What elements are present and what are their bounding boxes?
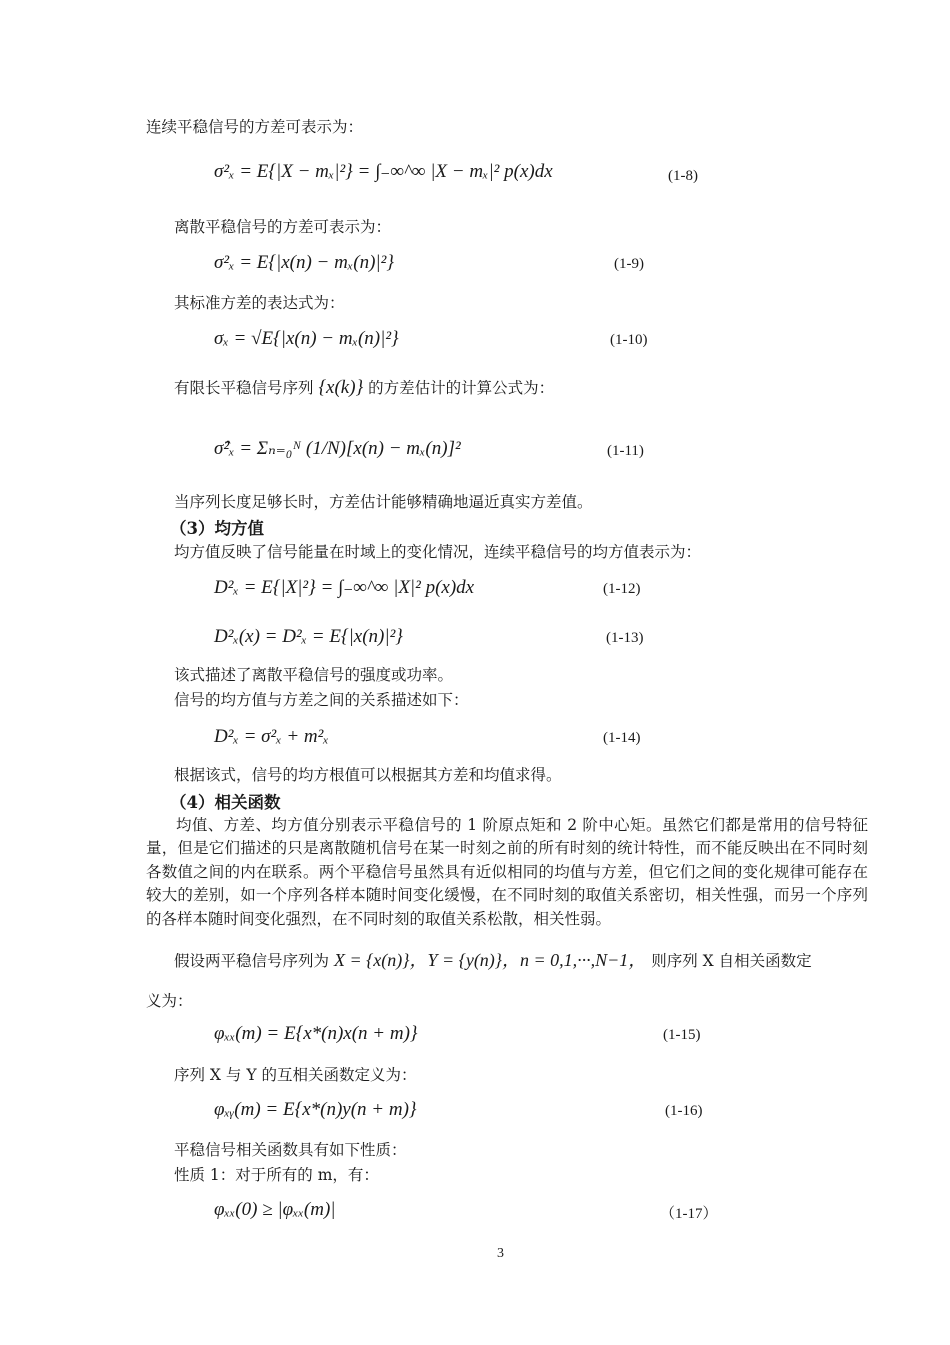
equation-1-15: φₓₓ(m) = E{x*(n)x(n + m)}: [214, 1023, 418, 1044]
equation-number-1-11: (1-11): [607, 443, 644, 459]
text-line-power: 该式描述了离散平稳信号的强度或功率。: [174, 666, 454, 684]
text-line-definition: 义为：: [146, 992, 193, 1010]
equation-1-10: σₓ = √E{|x(n) − mₓ(n)|²}: [214, 328, 399, 349]
text-line-std-deviation: 其标准方差的表达式为：: [174, 294, 345, 312]
section-heading-mean-square: （3）均方值: [170, 519, 264, 538]
text-line-finite-sequence: [174, 378, 554, 398]
text-span: 的方差估计的计算公式为：: [368, 379, 555, 397]
equation-1-9: σ²ₓ = E{|x(n) − mₓ(n)|²}: [214, 252, 394, 273]
equation-number-1-12: (1-12): [603, 581, 641, 597]
text-span: 则序列 X 自相关函数定: [651, 952, 812, 970]
text-line-properties: 平稳信号相关函数具有如下性质：: [174, 1141, 407, 1159]
inline-math: X = {x(n)}，Y = {y(n)}，n = 0,1,···,N−1，: [333, 950, 647, 970]
equation-1-8: σ²ₓ = E{|X − mₓ|²} = ∫₋∞^∞ |X − mₓ|² p(x)dx: [214, 161, 553, 182]
text-line-discrete-variance: 离散平稳信号的方差可表示为：: [174, 218, 392, 236]
text-line-assumption: [174, 950, 812, 971]
equation-number-1-8: (1-8): [668, 168, 698, 184]
text-line-mean-square-intro: 均方值反映了信号能量在时域上的变化情况，连续平稳信号的均方值表示为：: [174, 543, 702, 561]
equation-1-16: φₓᵧ(m) = E{x*(n)y(n + m)}: [214, 1099, 417, 1120]
equation-number-1-15: (1-15): [663, 1027, 701, 1043]
section-heading-correlation: （4）相关函数: [170, 793, 281, 812]
equation-number-1-9: (1-9): [614, 256, 644, 272]
text-line-estimate: 当序列长度足够长时，方差估计能够精确地逼近真实方差值。: [174, 493, 593, 511]
equation-1-12: D²ₓ = E{|X|²} = ∫₋∞^∞ |X|² p(x)dx: [214, 577, 475, 598]
equation-1-17: φₓₓ(0) ≥ |φₓₓ(m)|: [214, 1199, 336, 1220]
text-line-relation: 信号的均方值与方差之间的关系描述如下：: [174, 691, 469, 709]
equation-1-11: σ̂²ₓ = Σₙ₌₀ᴺ (1/N)[x(n) − mₓ(n)]²: [214, 438, 461, 459]
text-line-continuous-variance: 连续平稳信号的方差可表示为：: [146, 118, 364, 136]
text-line-rms: 根据该式，信号的均方根值可以根据其方差和均值求得。: [174, 766, 562, 784]
equation-1-13: D²ₓ(x) = D²ₓ = E{|x(n)|²}: [214, 626, 403, 647]
equation-number-1-17: （1-17）: [660, 1206, 718, 1222]
equation-number-1-14: (1-14): [603, 730, 641, 746]
text-span: 有限长平稳信号序列: [174, 379, 314, 397]
text-span: 假设两平稳信号序列为: [174, 952, 330, 970]
equation-number-1-10: (1-10): [610, 332, 648, 348]
inline-math: {x(k)}: [318, 377, 364, 398]
text-line-cross-correlation: 序列 X 与 Y 的互相关函数定义为：: [174, 1066, 417, 1084]
page-number: 3: [497, 1246, 504, 1261]
text-line-property-1: 性质 1：对于所有的 m，有：: [174, 1166, 379, 1184]
paragraph-correlation-intro: 均值、方差、均方值分别表示平稳信号的 1 阶原点矩和 2 阶中心矩。虽然它们都是常用的信号特征量，但是它们描述的只是离散随机信号在某一时刻之前的所有时刻的统计特性，而不能反映出在不同时刻各数值之间的内在联系。两个平稳信号虽然具有近似相同的均值与方差，但它们之间的变化规律可能存在较大的差别，如一个序列各样本随时间变化缓慢，在不同时刻的取值关系密切，相关性强，而另一个序列的各样本随时间变化强烈，在不同时刻的取值关系松散，相关性弱。: [146, 816, 868, 928]
equation-1-14: D²ₓ = σ²ₓ + m²ₓ: [214, 726, 329, 747]
equation-number-1-16: (1-16): [665, 1103, 703, 1119]
equation-number-1-13: (1-13): [606, 630, 644, 646]
